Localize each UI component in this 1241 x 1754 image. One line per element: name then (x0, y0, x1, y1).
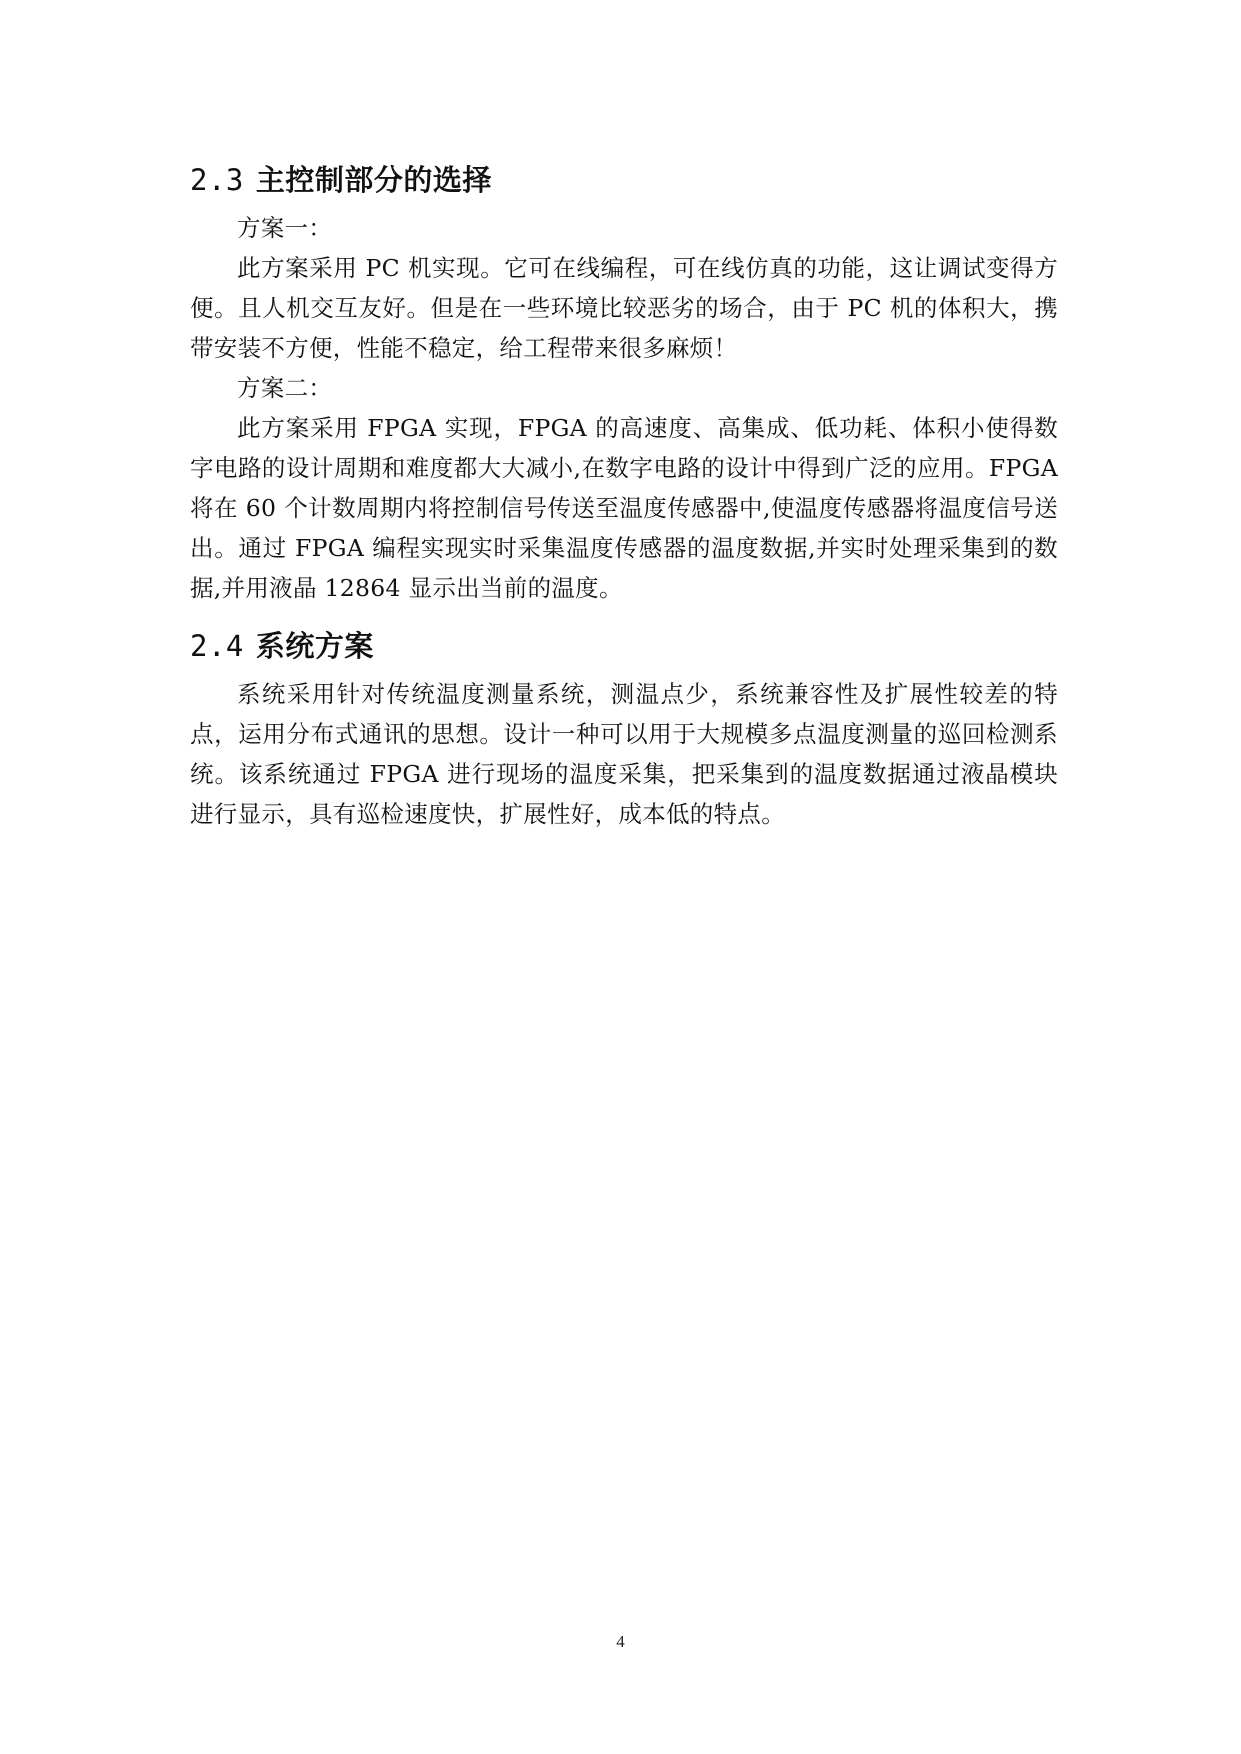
page-number: 4 (616, 1632, 625, 1651)
paragraph-option-two-label: 方案二： (237, 374, 333, 402)
section-number: 2.3 (190, 163, 244, 197)
paragraph-system-scheme: 系统采用针对传统温度测量系统，测温点少，系统兼容性及扩展性较差的特点，运用分布式通讯的思想。设计一种可以用于大规模多点温度测量的巡回检测系统。该系统通过 FPGA 进行现场的温度采集，把采集到的温度数据通过液晶模块进行显示，具有巡检速度快，扩展性好，成本低的特点。 (190, 680, 1058, 828)
section-title: 主控制部分的选择 (255, 163, 492, 197)
section-heading-2-4 (190, 626, 1058, 666)
section-number: 2.4 (190, 629, 244, 663)
paragraph-option-one-label: 方案一： (237, 214, 333, 242)
paragraph-option-one-body: 此方案采用 PC 机实现。它可在线编程，可在线仿真的功能，这让调试变得方便。且人机交互友好。但是在一些环境比较恶劣的场合，由于 PC 机的体积大，携带安装不方便，性能不稳定，给工程带来很多麻烦！ (190, 254, 1058, 362)
paragraph-option-two-body: 此方案采用 FPGA 实现，FPGA 的高速度、高集成、低功耗、体积小使得数字电路的设计周期和难度都大大减小,在数字电路的设计中得到广泛的应用。FPGA 将在 60 个计数周期内将控制信号传送至温度传感器中,使温度传感器将温度信号送出。通过 FPGA 编程实现实时采集温度传感器的温度数据,并实时处理采集到的数据,并用液晶 12864 显示出当前的温度。 (190, 414, 1058, 602)
section-heading-2-3 (190, 160, 1058, 200)
page-content (190, 160, 1058, 834)
section-title: 系统方案 (255, 629, 374, 663)
